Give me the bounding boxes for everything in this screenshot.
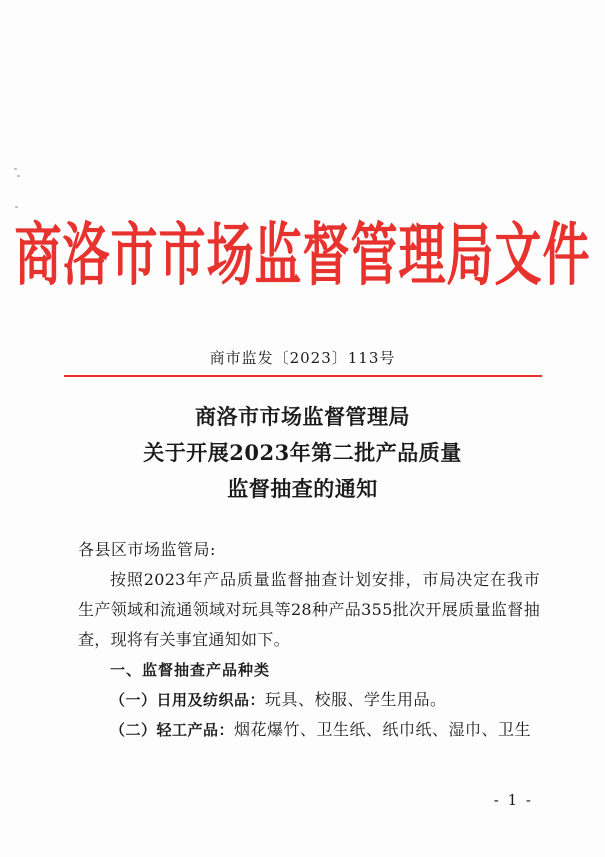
list-item-daily-textile <box>78 685 540 715</box>
item-label: （一）日用及纺织品： <box>110 691 266 709</box>
document-number: 商市监发〔2023〕113号 <box>209 349 396 367</box>
page-number-footer <box>0 791 605 809</box>
salutation: 各县区市场监管局: <box>78 540 216 559</box>
item-label: （二）轻工产品： <box>110 721 235 739</box>
document-header-title: 商洛市市场监督管理局文件 <box>14 216 591 296</box>
item-text: 玩具、校服、学生用品。 <box>265 690 447 709</box>
notice-title-line-2: 关于开展2023年第二批产品质量 <box>143 440 462 465</box>
scan-speck <box>17 175 20 177</box>
scan-speck <box>14 168 17 170</box>
notice-title <box>0 399 605 507</box>
section-heading-product-categories: 一、监督抽查产品种类 <box>110 661 271 679</box>
notice-title-line-1: 商洛市市场监督管理局 <box>195 404 410 429</box>
list-item-light-industry <box>78 715 540 745</box>
item-text: 烟花爆竹、卫生纸、纸巾纸、湿巾、卫生 <box>234 720 532 739</box>
notice-title-line-3: 监督抽查的通知 <box>227 476 378 501</box>
document-body <box>78 535 540 745</box>
page-number: - 1 - <box>493 791 533 809</box>
red-divider-line <box>64 375 542 377</box>
intro-paragraph: 按照2023年产品质量监督抽查计划安排，市局决定在我市生产领域和流通领域对玩具等28种产品355批次开展质量监督抽查，现将有关事宜通知如下。 <box>78 570 540 649</box>
